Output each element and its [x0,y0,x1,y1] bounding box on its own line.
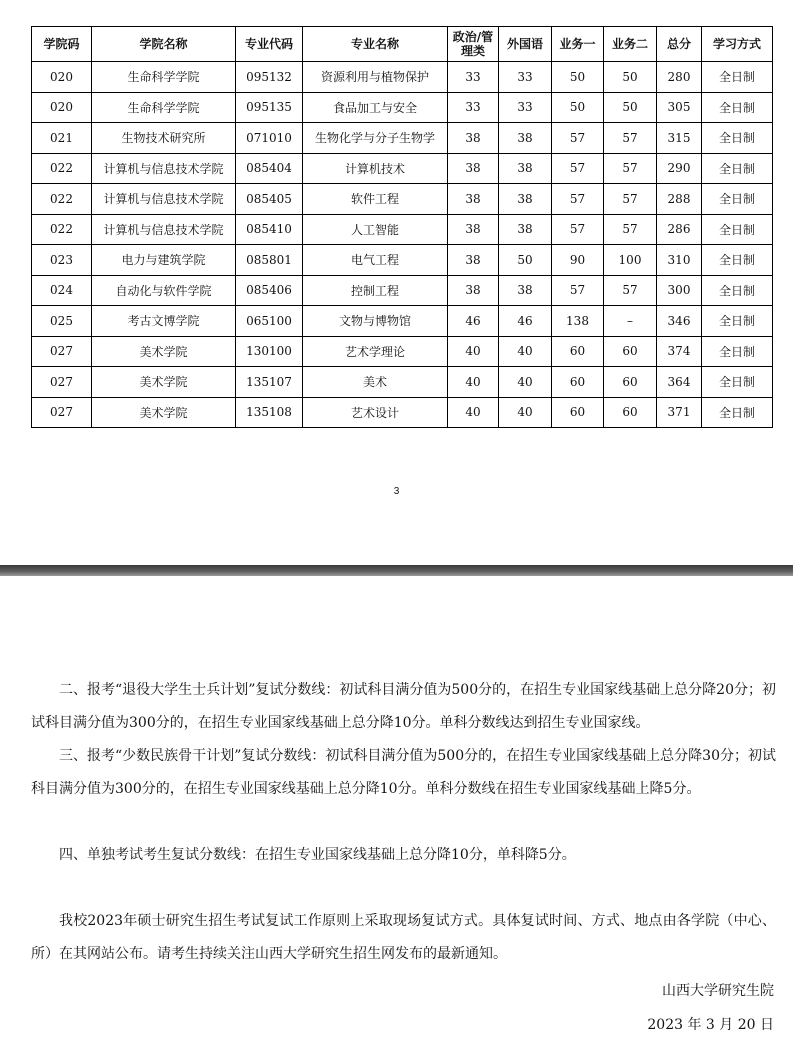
table-row [32,92,773,123]
cell-college-name: 电力与建筑学院 [92,245,236,276]
page-separator [0,565,793,576]
cell-subject-two-score: 57 [604,123,657,154]
paragraph-minority-plan: 三、报考“少数民族骨干计划”复试分数线：初试科目满分值为500分的，在招生专业国家线基础上总分降30分；初试科目满分值为300分的，在招生专业国家线基础上总分降10分。单科分数线在招生专业国家线基础上降5分。 [31,748,776,797]
header-college-name: 学院名称 [92,27,236,62]
cell-college-name: 计算机与信息技术学院 [92,184,236,215]
table-row [32,184,773,215]
cell-subject-two-score: 57 [604,184,657,215]
cell-college-code: 027 [32,397,92,428]
table-row [32,367,773,398]
table-row [32,397,773,428]
table-row [32,336,773,367]
cell-politics-score: 40 [448,367,499,398]
cell-foreign-language-score: 50 [499,245,552,276]
cell-college-name: 生命科学学院 [92,62,236,93]
cell-subject-two-score: 60 [604,367,657,398]
cell-subject-two-score: – [604,306,657,337]
cell-subject-one-score: 60 [552,336,604,367]
cell-major-name: 人工智能 [303,214,448,245]
cell-study-mode: 全日制 [702,336,773,367]
cell-study-mode: 全日制 [702,62,773,93]
cell-politics-score: 38 [448,245,499,276]
cell-college-name: 生物技术研究所 [92,123,236,154]
cell-foreign-language-score: 38 [499,275,552,306]
cell-subject-two-score: 60 [604,397,657,428]
paragraph-veteran-plan: 二、报考“退役大学生士兵计划”复试分数线：初试科目满分值为500分的，在招生专业国家线基础上总分降20分；初试科目满分值为300分的，在招生专业国家线基础上总分降10分。单科分数线达到招生专业国家线。 [31,682,776,731]
cell-study-mode: 全日制 [702,214,773,245]
cell-major-name: 美术 [303,367,448,398]
header-study-mode: 学习方式 [702,27,773,62]
cell-subject-one-score: 57 [552,275,604,306]
cell-subject-one-score: 60 [552,367,604,398]
cell-subject-two-score: 50 [604,62,657,93]
cell-total-score: 346 [657,306,702,337]
cell-subject-one-score: 57 [552,123,604,154]
cell-college-code: 027 [32,367,92,398]
cell-subject-two-score: 100 [604,245,657,276]
cell-major-code: 085801 [236,245,303,276]
cell-major-code: 135108 [236,397,303,428]
table-body [32,62,773,428]
cell-college-code: 020 [32,62,92,93]
cell-total-score: 371 [657,397,702,428]
cell-politics-score: 33 [448,62,499,93]
cell-college-name: 美术学院 [92,336,236,367]
cell-major-code: 065100 [236,306,303,337]
cell-major-code: 085404 [236,153,303,184]
cell-politics-score: 46 [448,306,499,337]
cell-total-score: 374 [657,336,702,367]
cell-major-code: 095132 [236,62,303,93]
cell-college-name: 美术学院 [92,367,236,398]
cell-politics-score: 38 [448,275,499,306]
table-row [32,214,773,245]
cell-major-code: 085410 [236,214,303,245]
cell-major-name: 艺术学理论 [303,336,448,367]
cell-foreign-language-score: 40 [499,367,552,398]
cell-politics-score: 40 [448,336,499,367]
header-subject-two: 业务二 [604,27,657,62]
cell-subject-one-score: 57 [552,184,604,215]
cell-college-code: 020 [32,92,92,123]
table-row [32,245,773,276]
cell-total-score: 315 [657,123,702,154]
cell-politics-score: 38 [448,153,499,184]
score-table [31,26,773,428]
header-major-code: 专业代码 [236,27,303,62]
header-foreign-language: 外国语 [499,27,552,62]
cell-subject-two-score: 60 [604,336,657,367]
table-row [32,123,773,154]
cell-college-code: 024 [32,275,92,306]
cell-study-mode: 全日制 [702,397,773,428]
cell-subject-one-score: 60 [552,397,604,428]
cell-college-code: 022 [32,214,92,245]
cell-major-code: 085405 [236,184,303,215]
cell-major-name: 控制工程 [303,275,448,306]
cell-study-mode: 全日制 [702,153,773,184]
cell-foreign-language-score: 40 [499,336,552,367]
cell-subject-two-score: 57 [604,275,657,306]
header-college-code: 学院码 [32,27,92,62]
cell-subject-two-score: 57 [604,214,657,245]
cell-total-score: 364 [657,367,702,398]
table-row [32,306,773,337]
cell-major-name: 资源利用与植物保护 [303,62,448,93]
cell-college-code: 022 [32,153,92,184]
cell-major-code: 130100 [236,336,303,367]
cell-college-code: 021 [32,123,92,154]
cell-major-name: 电气工程 [303,245,448,276]
cell-total-score: 290 [657,153,702,184]
cell-foreign-language-score: 38 [499,184,552,215]
cell-subject-one-score: 90 [552,245,604,276]
cell-college-name: 生命科学学院 [92,92,236,123]
cell-major-name: 艺术设计 [303,397,448,428]
cell-college-code: 025 [32,306,92,337]
cell-subject-two-score: 57 [604,153,657,184]
cell-foreign-language-score: 40 [499,397,552,428]
header-subject-one: 业务一 [552,27,604,62]
cell-college-name: 美术学院 [92,397,236,428]
cell-major-code: 095135 [236,92,303,123]
cell-politics-score: 38 [448,184,499,215]
cell-college-code: 027 [32,336,92,367]
cell-subject-one-score: 57 [552,214,604,245]
cell-total-score: 288 [657,184,702,215]
cell-major-name: 软件工程 [303,184,448,215]
paragraph-independent-exam: 四、单独考试考生复试分数线：在招生专业国家线基础上总分降10分，单科降5分。 [59,847,576,863]
cell-college-name: 计算机与信息技术学院 [92,214,236,245]
cell-subject-one-score: 50 [552,62,604,93]
header-major-name: 专业名称 [303,27,448,62]
cell-major-code: 135107 [236,367,303,398]
header-total: 总分 [657,27,702,62]
cell-study-mode: 全日制 [702,92,773,123]
cell-major-code: 071010 [236,123,303,154]
table-header-row [32,27,773,62]
cell-major-name: 文物与博物馆 [303,306,448,337]
cell-subject-two-score: 50 [604,92,657,123]
cell-politics-score: 38 [448,123,499,154]
cell-total-score: 280 [657,62,702,93]
cell-subject-one-score: 138 [552,306,604,337]
table-row [32,275,773,306]
cell-major-name: 计算机技术 [303,153,448,184]
cell-politics-score: 38 [448,214,499,245]
table-row [32,62,773,93]
cell-subject-one-score: 57 [552,153,604,184]
cell-foreign-language-score: 38 [499,214,552,245]
paragraph-retest-notice: 我校2023年硕士研究生招生考试复试工作原则上采取现场复试方式。具体复试时间、方式、地点由各学院（中心、所）在其网站公布。请考生持续关注山西大学研究生招生网发布的最新通知。 [31,913,776,962]
signature-org: 山西大学研究生院 [662,983,774,999]
page-number: 3 [393,486,400,497]
cell-study-mode: 全日制 [702,184,773,215]
table-row [32,153,773,184]
cell-foreign-language-score: 38 [499,153,552,184]
document-page-lower [0,576,793,1058]
cell-study-mode: 全日制 [702,306,773,337]
cell-major-name: 生物化学与分子生物学 [303,123,448,154]
cell-college-name: 自动化与软件学院 [92,275,236,306]
signature-date: 2023 年 3 月 20 日 [647,1017,774,1033]
header-politics: 政治/管理类 [448,27,499,62]
cell-major-name: 食品加工与安全 [303,92,448,123]
cell-foreign-language-score: 38 [499,123,552,154]
cell-subject-one-score: 50 [552,92,604,123]
cell-foreign-language-score: 46 [499,306,552,337]
cell-college-code: 023 [32,245,92,276]
cell-study-mode: 全日制 [702,367,773,398]
cell-college-name: 考古文博学院 [92,306,236,337]
cell-total-score: 310 [657,245,702,276]
cell-study-mode: 全日制 [702,123,773,154]
cell-college-code: 022 [32,184,92,215]
cell-politics-score: 33 [448,92,499,123]
cell-total-score: 305 [657,92,702,123]
cell-major-code: 085406 [236,275,303,306]
cell-college-name: 计算机与信息技术学院 [92,153,236,184]
cell-study-mode: 全日制 [702,245,773,276]
cell-total-score: 286 [657,214,702,245]
cell-total-score: 300 [657,275,702,306]
cell-study-mode: 全日制 [702,275,773,306]
cell-foreign-language-score: 33 [499,62,552,93]
cell-foreign-language-score: 33 [499,92,552,123]
cell-politics-score: 40 [448,397,499,428]
